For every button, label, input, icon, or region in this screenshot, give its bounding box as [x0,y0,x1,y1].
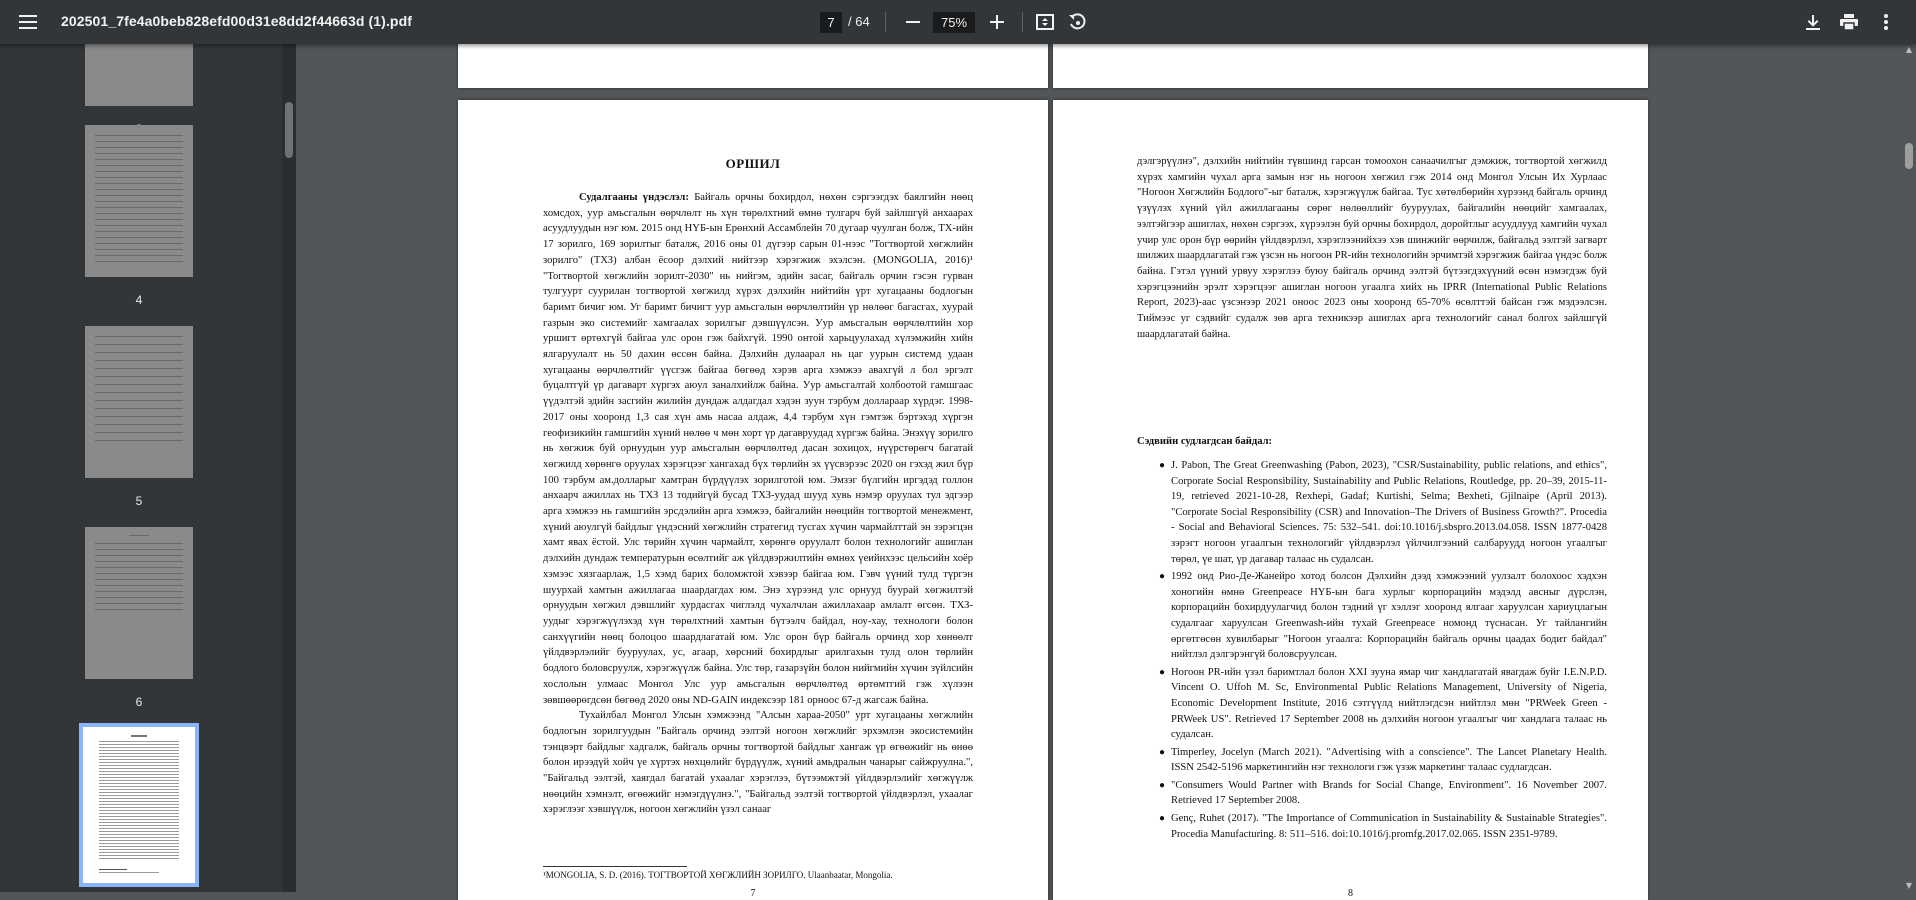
footnote: ¹MONGOLIA, S. D. (2016). ТОГТВОРТОЙ ХӨГЖЛИЙН ЗОРИЛГО. Ulaanbaatar, Mongolia. [543,870,893,880]
list-item-text: Ногоон PR-ийн үзэл баримтлал болон XXI зууна ямар чиг хандлагатай явагдаж буйг I.E.N.P.D. Vincent O. Uffoh M. Sc, Environmental Public Relations Management, University of Nigeria, Economic Development Institute, 2016 сэтгүүлд нийтлэгдсэн нийтлэл мөн "PRWeek Green - PRWeek US". Retrieved 17 September 2008 нь дэлхийн ногоон угаалгыг чиг хандлага талаас нь судалсан. [1171,666,1607,741]
paragraph-lead: Судалгааны үндэслэл: [579,192,689,203]
page-heading: ОРШИЛ [725,156,781,171]
more-options-icon[interactable] [1868,4,1904,40]
paragraph: дэлгэрүүлнэ", дэлхийн нийтийн түвшинд гарсан томоохон санаачилгыг дэмжиж, тогтвортой хөгжилд хүрэх хамгийн чухал арга замын нэг нь ногоон хөгжил гэж 2014 онд Монгол Улсын Их Хурлаас "Ногоон Хөгжлийн Бодлого"-ыг баталж, хэрэгжүүлж байгаа. Тус хөтөлбөрийн хүрээнд байгаль орчинд үзүүлэх хүний үйл ажиллагааны сөрөг нөлөөллийг бууруулах, байгалийн нөөцийг хамгаалах, ээлтэйгээр ашиглах, нөхөн сэргээх, хүрээлэн буй орчны бохирдол, доройтлыг асуудлууд хамгийн чухал учир улс орон бүр өөрийн үйлдвэрлэл, хэрэглээнийхээ хэв шинжийг өөрчилж, байгальд ээлтэй загварт шилжих шаардлагатай гэж үзсэн нь ногоон PR-ийн технологийн эрчимтэй хэрэгжиж байгаа үндэс болж байна. Гэтэл үүний урвуу хэрэглээ буюу байгаль орчинд ээлтэй бүтээгдэхүүний өсөн нэмэгдэж буй хэрэгцээнийн эрэлт хэрэгцээг ашиглан ногоон угаалга хийх нь IPRR (International Public Relations Report, 2023)-аас үзсэнээр 2021 оноос 2023 оны хооронд 65-70% өсөлттэй байсан гэж мэдээлсэн. Тиймээс уг сэдвийг судалж зөв арга техникээр ашиглах арга технологийг санал болгох зайлшгүй шаардлагатай байна. [1137,156,1607,340]
zoom-in-icon[interactable] [979,4,1015,40]
paragraph-text: Байгаль орчны бохирдол, нөхөн сэргээгдэх баялгийн нөөц хомсдох, уур амьсгалын өөрчлөлт нь хүн төрөлхтний өмнө тулгарч буй зайлшгүй анхаарах асуудлуудын нэг юм. 2015 онд НҮБ-ын Ерөнхий Ассамблейн 70 дугаар чуулган болж, ТХ-ийн 17 зорилго, 169 зорилтыг баталж, 2016 оны 01 дүгээр сарын 01-нээс "Тогтвортой хөгжлийн зорилго" (ТХЗ) албан ёсоор дэлхий нийтээр хэрэгжиж эхэлсэн. (MONGOLIA, 2016)¹ "Тогтвортой хөгжлийн зорилт-2030" нь нийгэм, эдийн засаг, байгаль орчин гэсэн гурван тулгуурт суурилан тогтвортой хөгжилд хүрэх дэлхийн нийтийн үрт хугацааны бодлогын баримт бичиг юм. Уг баримт бичигт уур амьсгалын өөрчлөлтийн үр нөлөөг багасгах, хуурай газрын эко системийг хамгаалах зорилгыг дэвшүүлсэн. Уур амьсгалын өөрчлөлтийн хор уршигт өртөхгүй байгаа улс орон гэж байхгүй. 1990 онтой харьцуулахад хүлэмжийн хийн ялгаруулалт нь 50 дахин өссөн байна. Дэлхийн дулаарал нь цаг уурын системд удаан хугацааны өөрчлөлтийг үүсгэж байгаа бөгөөд хэрэв арга хэмжээ авахгүй л бол эргэлт буцалтгүй үр дагаварт хүргэх аюул заналхийлж байна. Уур амьсгалтай холбоотой гамшгаас үүдэлтэй эдийн засгийн жилийн дундаж алдагдал хэдэн зуун тэрбум доллараар хүрдэг. 1998-2017 оны хооронд 1,3 сая хүн амь насаа алдаж, 4,4 тэрбум хүн гэмтэж бэртэхэд хүргэн геофизикийн гамшгийн хүний нөлөө ч мөн хорт үр дагавруудад хүргэж байна. Энэхүү зорилго нь хөгжиж буй орнуудын уур амьсгалын өөрчлөлтөд дасан зохицох, нүүрстөрөгч багатай хөгжилд хөрөнгө оруулах хэрэгцээг хангахад бүх төрлийн эх үүсвэрээс 2020 он гэхэд жил бүр 100 тэрбум ам.долларыг хамтран бүрдүүлэх зорилготой юм. Эмзэг бүлгийн иргэдэд голлон анхаарч ажиллах нь ТХЗ 13 тодийгүй бусад ТХЗ-уудад шууд хувь нэмэр оруулах тул эдгээр арга хэмжээ нь гамшгийн эрсдэлийн арга хэмжээ, байгалийн нөөцийн тогтвортой менежмент, хүний аюулгүй байдлыг үндэсний хөгжлийн стратегид тусгах хүчин чармайлттай эн зэрэгцэн хамт явах ёстой. Улс төрийн хүчин чармайлт, хөрөнгө оруулалт болон технологийг ашиглан дэлхийн дундаж температурын өсөлтийг аж үйлдвэржилтийн өмнөх үеийнхээс цельсийн хоёр хэмээс хязгаарлаж, 1,5 хэмд барих боломжтой хэвээр байгаа юм. Гэвч үүний тулд түргэн шуурхай хамтын ажиллагаа шаардагдах юм. Энэ хүрээнд улс орнууд буурай хөгжилтэй орнуудын хөгжил дэвшлийг хурдасгах чиглэлд чухалчлан ажиллахаар амлалт өгсөн. ТХЗ-уудыг хэрэгжүүлэхэд хүн төрөлхтний хамтын бүтээлч байдал, ноу-хау, технологи болон санхүүгийн нөөц болоцоо шаардлагатай юм. Улс орон бүр байгаль орчинд хор хөнөөлт үйлдвэрлэлийг бууруулах, ус, агаар, хөрсний бохирдлыг арилгахын тулд олон төрлийн бодлого боловсруулж, хэрэгжүүлж байна. Улс төр, газарзүйн болон нийгмийн хүчин зүйлсийн хослолын улмаас Монгол Улс уур амьсгалын өөрчлөлтөд өртөмтгий гэж хүлээн зөвшөөрөгдсөн бөгөөд 2020 оны ND-GAIN индексээр 181 орноос 67-д жагсаж байна. [543,192,973,706]
previous-page-right [1053,38,1648,88]
thumbnail-page-5[interactable] [85,326,193,508]
scroll-down-icon[interactable]: ▼ [1905,881,1913,890]
bullet-icon: ● [1159,460,1166,471]
bullet-icon: ● [1159,746,1166,758]
page-number: 8 [1348,888,1353,899]
zoom-level-input[interactable]: 75% [933,12,975,33]
pdf-toolbar [0,0,1916,44]
list-item [1137,665,1607,743]
thumbnail-image [85,527,193,679]
thumbnail-page-7-selected[interactable] [79,723,199,887]
page-number-input[interactable]: 7 [820,12,842,33]
print-icon[interactable] [1831,4,1867,40]
sidebar-scrollbar[interactable] [282,44,296,892]
thumbnail-page-4[interactable] [85,125,193,307]
main-scrollbar[interactable] [1902,44,1916,892]
sidebar-scroll-thumb[interactable] [285,102,293,158]
page-7-body [543,190,973,818]
footnote-divider [543,866,687,867]
fit-to-page-icon[interactable] [1027,4,1063,40]
list-item-text: "Consumers Would Partner with Brands for Social Change, Environment". 16 November 2007. Retrieved 17 September 2008. [1171,779,1607,807]
list-item [1137,745,1607,776]
toolbar-divider [1022,12,1023,32]
menu-icon[interactable] [10,4,46,40]
thumbnail-label: 6 [135,695,143,709]
list-item [1137,458,1607,567]
thumbnail-image [85,326,193,478]
section-heading: Сэдвийн судлагдсан байдал: [1137,436,1273,447]
page-8 [1053,100,1648,900]
page-total: / 64 [848,14,870,29]
thumbnail-page-6[interactable] [85,527,193,709]
document-viewer [296,44,1902,899]
scroll-up-icon[interactable]: ▲ [1905,45,1913,54]
list-item [1137,811,1607,842]
file-title: 202501_7fe4a0beb828efd00d31e8dd2f44663d (1).pdf [61,13,413,29]
list-item [1137,778,1607,809]
reference-list [1137,458,1607,844]
list-item-text: Genç, Ruhet (2017). "The Importance of Communication in Sustainability & Sustainable Strategies". Procedia Manufacturing. 8: 511–516. doi:10.1016/j.promfg.2017.02.065. ISSN 2351-9789. [1171,813,1607,840]
list-item [1137,569,1607,663]
list-item-text: J. Pabon, The Great Greenwashing (Pabon, 2023), "CSR/Sustainability, public relations, and ethics", Corporate Social Responsibility, Sustainability and Public Relations, Routledge, pp. 20–39, 2015-11-19, retrieved 2021-10-28, Rexhepi, Gadaf; Kurtishi, Selma; Bexheti, Gjilnaipe (April 2013). "Corporate Social Responsibility (CSR) and Innovation–The Drivers of Business Growth?". Procedia - Social and Behavioral Sciences. 75: 532–541. doi:10.1016/j.sbspro.2013.04.058. ISSN 1877-0428 зэрэгт ногоон угаалгын технологийг үйлдвэрлэл үйлчилгээний салбаруудд ногоон угаалгыг төрөл, үе шат, үр дагавар талаас нь судалсан. [1171,460,1607,565]
previous-page-left [458,38,1048,88]
thumbnail-sidebar [0,44,282,892]
bullet-icon: ● [1159,813,1166,825]
zoom-out-icon[interactable] [895,4,931,40]
paragraph [543,190,973,708]
bullet-icon: ● [1159,571,1166,583]
thumbnail-label: 4 [135,293,143,307]
thumbnail-label: 5 [135,494,143,508]
list-item-text: Timperley, Jocelyn (March 2021). "Advertising with a conscience". The Lancet Planetary Health. ISSN 2542-5196 маркетингийн нэг технологи гэж үзэж маркетинг талаас судлагдсан. [1171,746,1607,774]
main-scroll-thumb[interactable] [1905,143,1913,169]
page-number: 7 [750,888,756,899]
paragraph: Тухайлбал Монгол Улсын хэмжээнд "Алсын хараа-2050" урт хугацааны хөгжлийн бодлогын зорилгуудын "Байгаль орчинд ээлтэй ногоон хөгжлийг эрхэмлэн экосистемийн тэнцвэрт байдлыг хадгалж, байгаль орчны тогтвортой байдлыг хангаж үр өгөөжийг нь өнөө болон ирээдүй хойч үе хүртэх нөхцөлийг бүрдүүлж, хүний амьдралын чанарыг сайжруулна.", "Байгальд ээлтэй, хаягдал багатай ухаалаг хэрэглээ, бүтээмжтэй үйлдвэрлэлийг хөгжүүлж нөөцийн хэмнэлт, өгөөжийг нэмэгдүүлнэ.", "Байгальд ээлтэй тогтвортой үйлдвэрлэл, ухаалаг хэрэглээг хэвшүүлж, ногоон хөгжлийн үзэл санааг [543,710,973,816]
toolbar-divider [885,12,886,32]
download-icon[interactable] [1795,4,1831,40]
bullet-icon: ● [1159,779,1166,791]
list-item-text: 1992 онд Рио-Де-Жанейро хотод болсон Дэлхийн дээд хэмжээний уулзалт болохоос хэдхэн хоногийн өмнө Greenpeace НҮБ-ын бага хурлыг корпорацийн мэдэлд авсныг дүрслэн, корпорацийн бохирдуулагчид болон тэдний үг хэллэг хооронд ялгааг харуулсан хариуцлагын судалгааг харуулсан Greenwash-ийн тухай Greenpeace номонд түснасан. Уг тайлангийн өргөтгөсөн хувилбарыг "Ногоон угаалга: Корпорацийн байгаль орчны цаадах бодит байдал" нийтлэл дэлгэрэнгүй боловсруулсан. [1171,571,1607,661]
thumbnail-image [85,125,193,277]
rotate-icon[interactable] [1059,4,1095,40]
bullet-icon: ● [1159,666,1166,678]
thumbnail-image [83,727,195,883]
page-7 [458,100,1048,900]
